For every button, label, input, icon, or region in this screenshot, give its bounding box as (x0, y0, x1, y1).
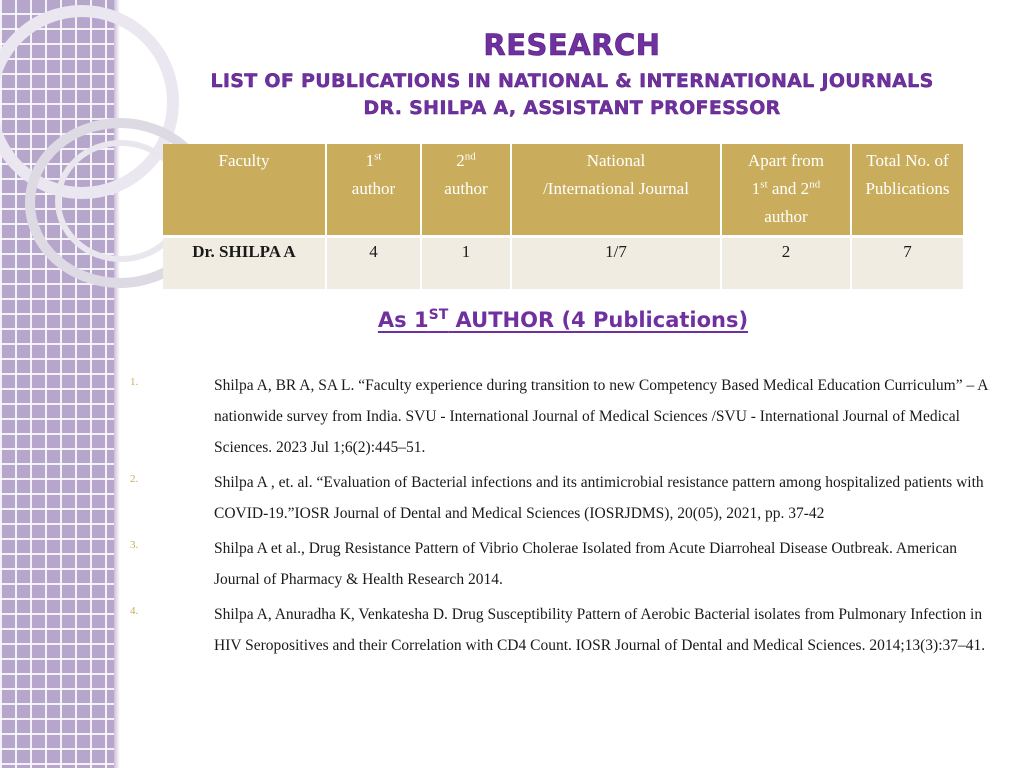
cell-faculty: Dr. SHILPA A (163, 235, 327, 289)
cell-total: 7 (852, 235, 963, 289)
header-second-author: 2nd author (422, 144, 512, 235)
header-total: Total No. of Publications (852, 144, 963, 235)
list-item (120, 370, 1000, 463)
table-header-row (163, 144, 963, 235)
list-number: 1. (130, 376, 139, 388)
list-item (120, 599, 1000, 661)
publication-text: Shilpa A et al., Drug Resistance Pattern of Vibrio Cholerae Isolated from Acute Diarroheal Disease Outbreak. American Journal of Pharmacy & Health Research 2014. (214, 540, 957, 588)
cell-journal: 1/7 (512, 235, 722, 289)
publication-text: Shilpa A , et. al. “Evaluation of Bacterial infections and its antimicrobial resistance pattern among hospitalized patients with COVID-19.”IOSR Journal of Dental and Medical Sciences (IOSRJDMS), 20(05), 2021, pp. 37-42 (214, 474, 984, 522)
header-journal: National /International Journal (512, 144, 722, 235)
publication-text: Shilpa A, Anuradha K, Venkatesha D. Drug Susceptibility Pattern of Aerobic Bacterial isolates from Pulmonary Infection in HIV Seropositives and their Correlation with CD4 Count. IOSR Journal of Dental and Medical Sciences. 2014;13(3):37–41. (214, 606, 986, 654)
page-subtitle: LIST OF PUBLICATIONS IN NATIONAL & INTERNATIONAL JOURNALS (210, 70, 934, 92)
section-heading: As 1ST AUTHOR (4 Publications) (377, 307, 749, 332)
list-number: 4. (130, 605, 139, 617)
cell-apart: 2 (722, 235, 852, 289)
page-title: RESEARCH (483, 28, 661, 62)
cell-first-author: 4 (327, 235, 422, 289)
header-first-author: 1st author (327, 144, 422, 235)
author-line: DR. SHILPA A, ASSISTANT PROFESSOR (363, 97, 781, 119)
publications-summary-table (163, 144, 963, 289)
table-row (163, 235, 963, 289)
publication-text: Shilpa A, BR A, SA L. “Faculty experience during transition to new Competency Based Medical Education Curriculum” – A nationwide survey from India. SVU - International Journal of Medical Sciences /SVU - International Journal of Medical Sciences. 2023 Jul 1;6(2):445–51. (214, 377, 988, 456)
cell-second-author: 1 (422, 235, 512, 289)
list-number: 3. (130, 539, 139, 551)
header-faculty: Faculty (163, 144, 327, 235)
header-apart: Apart from 1st and 2nd author (722, 144, 852, 235)
list-number: 2. (130, 473, 139, 485)
list-item (120, 533, 1000, 595)
list-item (120, 467, 1000, 529)
publication-list (120, 370, 1000, 665)
